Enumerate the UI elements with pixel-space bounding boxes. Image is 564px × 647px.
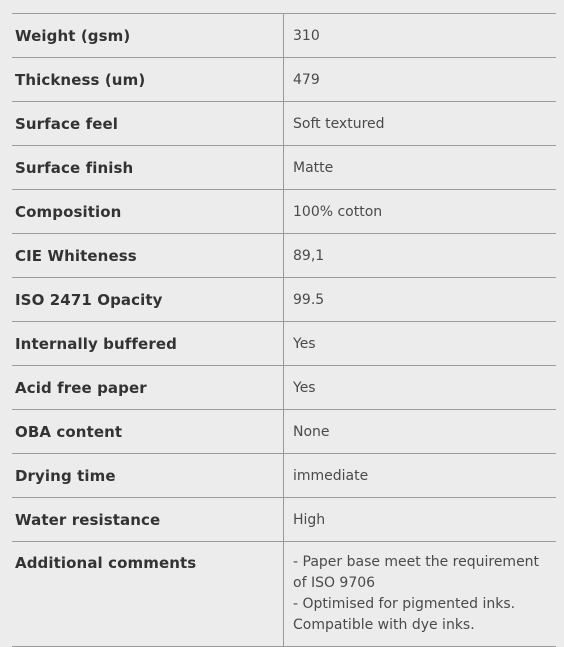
spec-value: Yes xyxy=(293,380,316,396)
spec-label: Surface feel xyxy=(12,102,284,145)
spec-value: Soft textured xyxy=(293,116,385,132)
spec-row-surface-finish xyxy=(12,146,556,190)
spec-value: High xyxy=(293,512,326,528)
spec-row-drying-time xyxy=(12,454,556,498)
spec-row-internally-buffered xyxy=(12,322,556,366)
specifications-table xyxy=(12,13,556,647)
spec-row-cie-whiteness xyxy=(12,234,556,278)
spec-value: - Paper base meet the requirement of ISO 9706 - Optimised for pigmented inks. Compatible with dye inks. xyxy=(293,554,540,633)
spec-value: 479 xyxy=(293,72,320,88)
spec-label: Composition xyxy=(12,190,284,233)
spec-label: Acid free paper xyxy=(12,366,284,409)
spec-value: None xyxy=(293,424,330,440)
spec-label: Weight (gsm) xyxy=(12,14,284,57)
spec-value: 89,1 xyxy=(293,248,325,264)
spec-value: 100% cotton xyxy=(293,204,383,220)
spec-row-thickness xyxy=(12,58,556,102)
spec-label: Internally buffered xyxy=(12,322,284,365)
spec-label: Thickness (um) xyxy=(12,58,284,101)
spec-value: 99.5 xyxy=(293,292,325,308)
spec-row-surface-feel xyxy=(12,102,556,146)
spec-value: Matte xyxy=(293,160,334,176)
spec-label: OBA content xyxy=(12,410,284,453)
spec-row-acid-free xyxy=(12,366,556,410)
spec-row-composition xyxy=(12,190,556,234)
spec-row-opacity xyxy=(12,278,556,322)
spec-label: Drying time xyxy=(12,454,284,497)
spec-row-additional-comments xyxy=(12,542,556,647)
spec-label: Surface finish xyxy=(12,146,284,189)
spec-row-oba-content xyxy=(12,410,556,454)
spec-value: immediate xyxy=(293,468,369,484)
spec-value: 310 xyxy=(293,28,320,44)
spec-label: Additional comments xyxy=(12,542,284,646)
spec-label: CIE Whiteness xyxy=(12,234,284,277)
spec-row-weight xyxy=(12,14,556,58)
spec-value: Yes xyxy=(293,336,316,352)
spec-label: ISO 2471 Opacity xyxy=(12,278,284,321)
spec-label: Water resistance xyxy=(12,498,284,541)
spec-row-water-resistance xyxy=(12,498,556,542)
